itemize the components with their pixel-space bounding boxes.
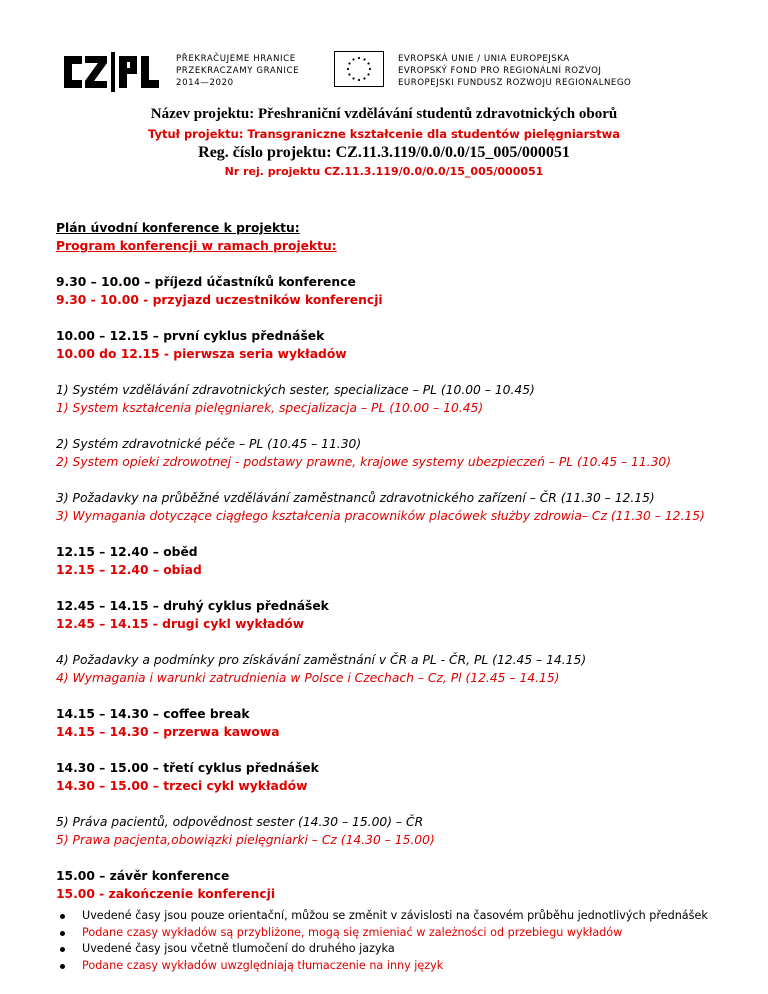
project-title-pl: Tytuł projektu: Transgraniczne kształcenie dla studentów pielęgniarstwa [148,127,620,141]
lecture-item-pl: 1) System kształcenia pielęgniarek, specjalizacja – PL (10.00 – 10.45) [56,401,484,415]
lecture-item-cz: 1) Systém vzdělávání zdravotnických sester, specializace – PL (10.00 – 10.45) [56,383,535,397]
schedule-item-pl: 14.30 – 15.00 – trzeci cykl wykładów [56,779,308,793]
bullet-icon [60,947,65,952]
schedule-item-pl: 14.15 – 14.30 – przerwa kawowa [56,725,280,739]
list-item [56,908,746,925]
list-item [56,941,746,958]
eu-star-icon [352,77,354,79]
lecture-item-pl: 4) Wymagania i warunki zatrudnienia w Polsce i Czechach – Cz, Pl (12.45 – 14.15) [56,671,560,685]
eu-star-icon [369,68,371,70]
project-reg-pl: Nr rej. projektu CZ.11.3.119/0.0/0.0/15_005/000051 [224,165,544,178]
eu-tagline [398,53,631,89]
project-title-cz: Název projektu: Přeshraniční vzdělávání studentů zdravotnických oborů [150,106,618,122]
eu-star-icon [363,77,365,79]
czpl-line-3: 2014—2020 [176,78,234,88]
note-text: Uvedené časy jsou pouze orientační, můžou se změnit v závislosti na časovém průběhu jednotlivých přednášek [82,909,708,922]
project-reg-cz: Reg. číslo projektu: CZ.11.3.119/0.0/0.0/15_005/000051 [198,144,570,161]
lecture-item-cz: 3) Požadavky na průběžné vzdělávání zaměstnanců zdravotnického zařízení – ČR (11.30 – 12.15) [56,491,655,505]
czpl-line-2: PRZEKRACZAMY GRANICE [176,66,300,76]
bullet-icon [60,914,65,919]
czpl-tagline [176,53,299,89]
eu-star-icon [358,57,360,59]
list-item [56,925,746,942]
eu-star-icon [367,73,369,75]
schedule-item-cz: 15.00 – závěr konference [56,869,230,883]
lecture-item-cz: 2) Systém zdravotnické péče – PL (10.45 – 11.30) [56,437,362,451]
schedule-item-cz: 14.30 – 15.00 – třetí cyklus přednášek [56,761,319,775]
note-text: Podane czasy wykładów są przybliżone, mogą się zmieniać w zależności od przebiegu wykładów [82,925,623,939]
schedule-item-pl: 10.00 do 12.15 - pierwsza seria wykładów [56,347,347,361]
program-heading-cz: Plán úvodní konference k projektu: [56,221,300,235]
czpl-line-1: PŘEKRAČUJEME HRANICE [176,54,296,64]
bullet-icon [60,931,65,936]
schedule-item-cz: 14.15 – 14.30 – coffee break [56,707,250,721]
logo-bar [62,48,712,98]
eu-line-1: EVROPSKÁ UNIE / UNIA EUROPEJSKA [398,54,570,64]
lecture-item-cz: 4) Požadavky a podmínky pro získávání zaměstnání v ČR a PL - ČR, PL (12.45 – 14.15) [56,653,587,667]
czpl-logo [62,52,164,92]
eu-star-icon [348,62,350,64]
schedule-item-pl: 15.00 - zakończenie konferencji [56,887,276,901]
schedule-item-cz: 12.15 – 12.40 – oběd [56,545,198,559]
lecture-item-pl: 5) Prawa pacjenta,obowiązki pielęgniarki – Cz (14.30 – 15.00) [56,833,435,847]
schedule-item-cz: 9.30 – 10.00 – příjezd účastníků konference [56,275,356,289]
lecture-item-pl: 2) System opieki zdrowotnej - podstawy prawne, krajowe systemy ubezpieczeń – PL (10.45 – 11.30) [56,455,672,469]
notes-list [56,908,746,974]
list-item [56,958,746,975]
note-text: Podane czasy wykładów uwzględniają tłumaczenie na inny język [82,958,444,972]
bullet-icon [60,964,65,969]
program [56,219,746,903]
eu-star-icon [367,62,369,64]
schedule-item-pl: 12.15 – 12.40 – obiad [56,563,202,577]
note-text: Uvedené časy jsou včetně tlumočení do druhého jazyka [82,942,395,955]
lecture-item-pl: 3) Wymagania dotyczące ciągłego kształcenia pracowników placówek służby zdrowia– Cz (11.30 – 12.15) [56,509,705,523]
eu-star-icon [347,68,349,70]
program-heading-pl: Program konferencji w ramach projektu: [56,239,337,253]
eu-star-icon [358,79,360,81]
eu-star-icon [348,73,350,75]
schedule-item-pl: 12.45 – 14.15 - drugi cykl wykładów [56,617,305,631]
eu-line-2: EVROPSKÝ FOND PRO REGIONÁLNÍ ROZVOJ [398,66,602,76]
eu-star-icon [352,58,354,60]
eu-star-icon [363,58,365,60]
lecture-item-cz: 5) Práva pacientů, odpovědnost sester (14.30 – 15.00) – ČR [56,815,424,829]
schedule-item-cz: 12.45 – 14.15 – druhý cyklus přednášek [56,599,329,613]
schedule-item-cz: 10.00 – 12.15 – první cyklus přednášek [56,329,325,343]
schedule-item-pl: 9.30 - 10.00 - przyjazd uczestników konferencji [56,293,383,307]
eu-flag-icon [334,51,384,87]
eu-line-3: EUROPEJSKI FUNDUSZ ROZWOJU REGIONALNEGO [398,78,632,88]
